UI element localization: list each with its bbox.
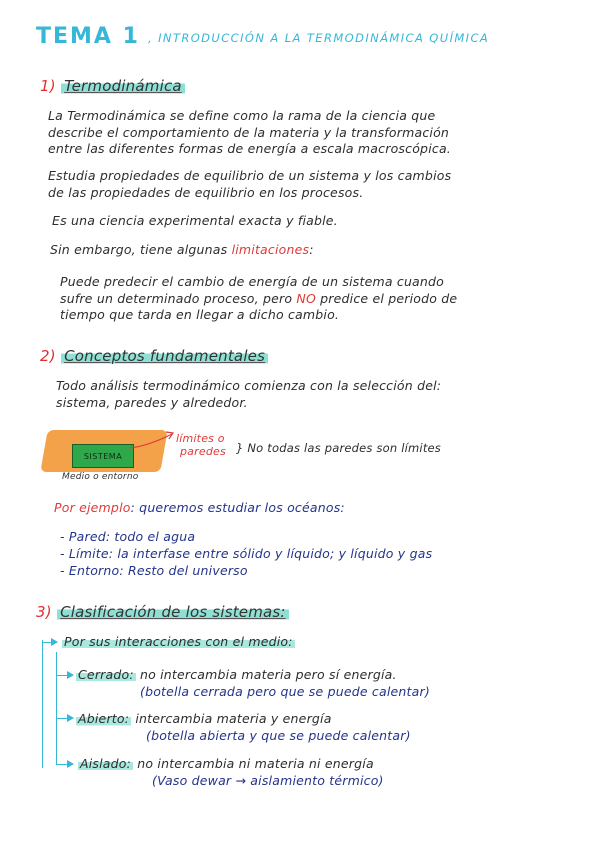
- arrow-right-icon: [67, 714, 74, 722]
- section-1-number: 1): [40, 77, 56, 95]
- section-2-title: Conceptos fundamentales: [61, 347, 268, 365]
- isolated-system-item: [78, 756, 374, 773]
- text-span: Sin embargo, tiene algunas: [50, 242, 228, 257]
- text-line: sistema, paredes y alrededor.: [56, 394, 248, 410]
- closed-desc: no intercambia materia pero sí energía.: [139, 667, 397, 682]
- open-system-item: [76, 711, 332, 728]
- section-1-paragraph-3: Es una ciencia experimental exacta y fiable.: [52, 213, 338, 228]
- text-line: [60, 291, 457, 308]
- example-text: : queremos estudiar los océanos:: [130, 500, 345, 515]
- arrow-right-icon: [51, 638, 58, 646]
- section-2-heading: [40, 346, 268, 365]
- by-interactions-label: [62, 634, 295, 651]
- arrow-right-icon: [67, 671, 74, 679]
- text-line: entre las diferentes formas de energía a escala macroscópica.: [48, 141, 451, 156]
- system-box: SISTEMA: [72, 444, 134, 468]
- section-1-heading: [40, 76, 185, 95]
- text-line: Todo análisis termodinámico comienza con la selección del:: [56, 378, 442, 393]
- closed-label: Cerrado:: [78, 667, 134, 682]
- text-line: tiempo que tarda en llegar a dicho cambio.: [60, 307, 340, 322]
- page-title: TEMA 1: [36, 24, 140, 49]
- list-item: - Pared: todo el agua: [60, 529, 196, 544]
- section-1-paragraph-5: [60, 274, 457, 324]
- page-subtitle: , INTRODUCCIÓN A LA TERMODINÁMICA QUÍMICA: [148, 31, 490, 45]
- limitations-highlight: limitaciones: [231, 242, 310, 257]
- no-highlight: NO: [296, 290, 316, 306]
- walls-label: [176, 432, 226, 458]
- by-interactions-text: Por sus interacciones con el medio:: [64, 634, 293, 649]
- text-line: Estudia propiedades de equilibrio de un sistema y los cambios: [48, 168, 452, 183]
- section-2-paragraph-1: [56, 378, 441, 411]
- isolated-desc: no intercambia ni materia ni energía: [137, 756, 374, 771]
- walls-note: } No todas las paredes son límites: [236, 441, 442, 455]
- example-bullets: [60, 528, 432, 579]
- open-example: (botella abierta y que se puede calentar): [146, 728, 411, 743]
- list-item: - Límite: la interfase entre sólido y líquido; y líquido y gas: [60, 546, 433, 561]
- section-3-number: 3): [36, 603, 52, 621]
- walls-arrow-icon: [128, 428, 178, 452]
- section-2-number: 2): [40, 347, 56, 365]
- arrow-right-icon: [67, 760, 74, 768]
- tree-trunk: [42, 640, 43, 768]
- walls-label-line: paredes: [180, 445, 226, 458]
- section-1-paragraph-1: [48, 108, 451, 158]
- closed-system-item: [76, 667, 397, 684]
- section-3-title: Clasificación de los sistemas:: [57, 603, 289, 621]
- text-span: :: [309, 242, 314, 257]
- text-line: de las propiedades de equilibrio en los procesos.: [48, 184, 364, 200]
- text-span: sufre un determinado proceso, pero: [60, 290, 293, 306]
- text-line: Puede predecir el cambio de energía de un sistema cuando: [60, 274, 445, 289]
- example-label: Por ejemplo: [54, 500, 131, 515]
- sub-tree-trunk: [56, 652, 57, 764]
- text-line: describe el comportamiento de la materia y la transformación: [48, 124, 450, 140]
- section-1-title: Termodinámica: [61, 77, 185, 95]
- section-1-paragraph-4: [50, 242, 314, 259]
- example-line: [54, 500, 345, 517]
- medium-label: Medio o entorno: [62, 472, 139, 482]
- closed-example: (botella cerrada pero que se puede calentar): [140, 684, 430, 699]
- section-3-heading: [36, 602, 289, 621]
- isolated-label: Aislado:: [80, 756, 132, 771]
- open-desc: intercambia materia y energía: [135, 711, 332, 726]
- list-item: - Entorno: Resto del universo: [60, 563, 248, 578]
- isolated-example: (Vaso dewar → aislamiento térmico): [152, 773, 384, 788]
- open-label: Abierto:: [78, 711, 130, 726]
- text-line: La Termodinámica se define como la rama de la ciencia que: [48, 108, 436, 123]
- text-span: predice el periodo de: [320, 290, 458, 306]
- walls-label-line: límites o: [176, 432, 225, 445]
- section-1-paragraph-2: [48, 168, 451, 201]
